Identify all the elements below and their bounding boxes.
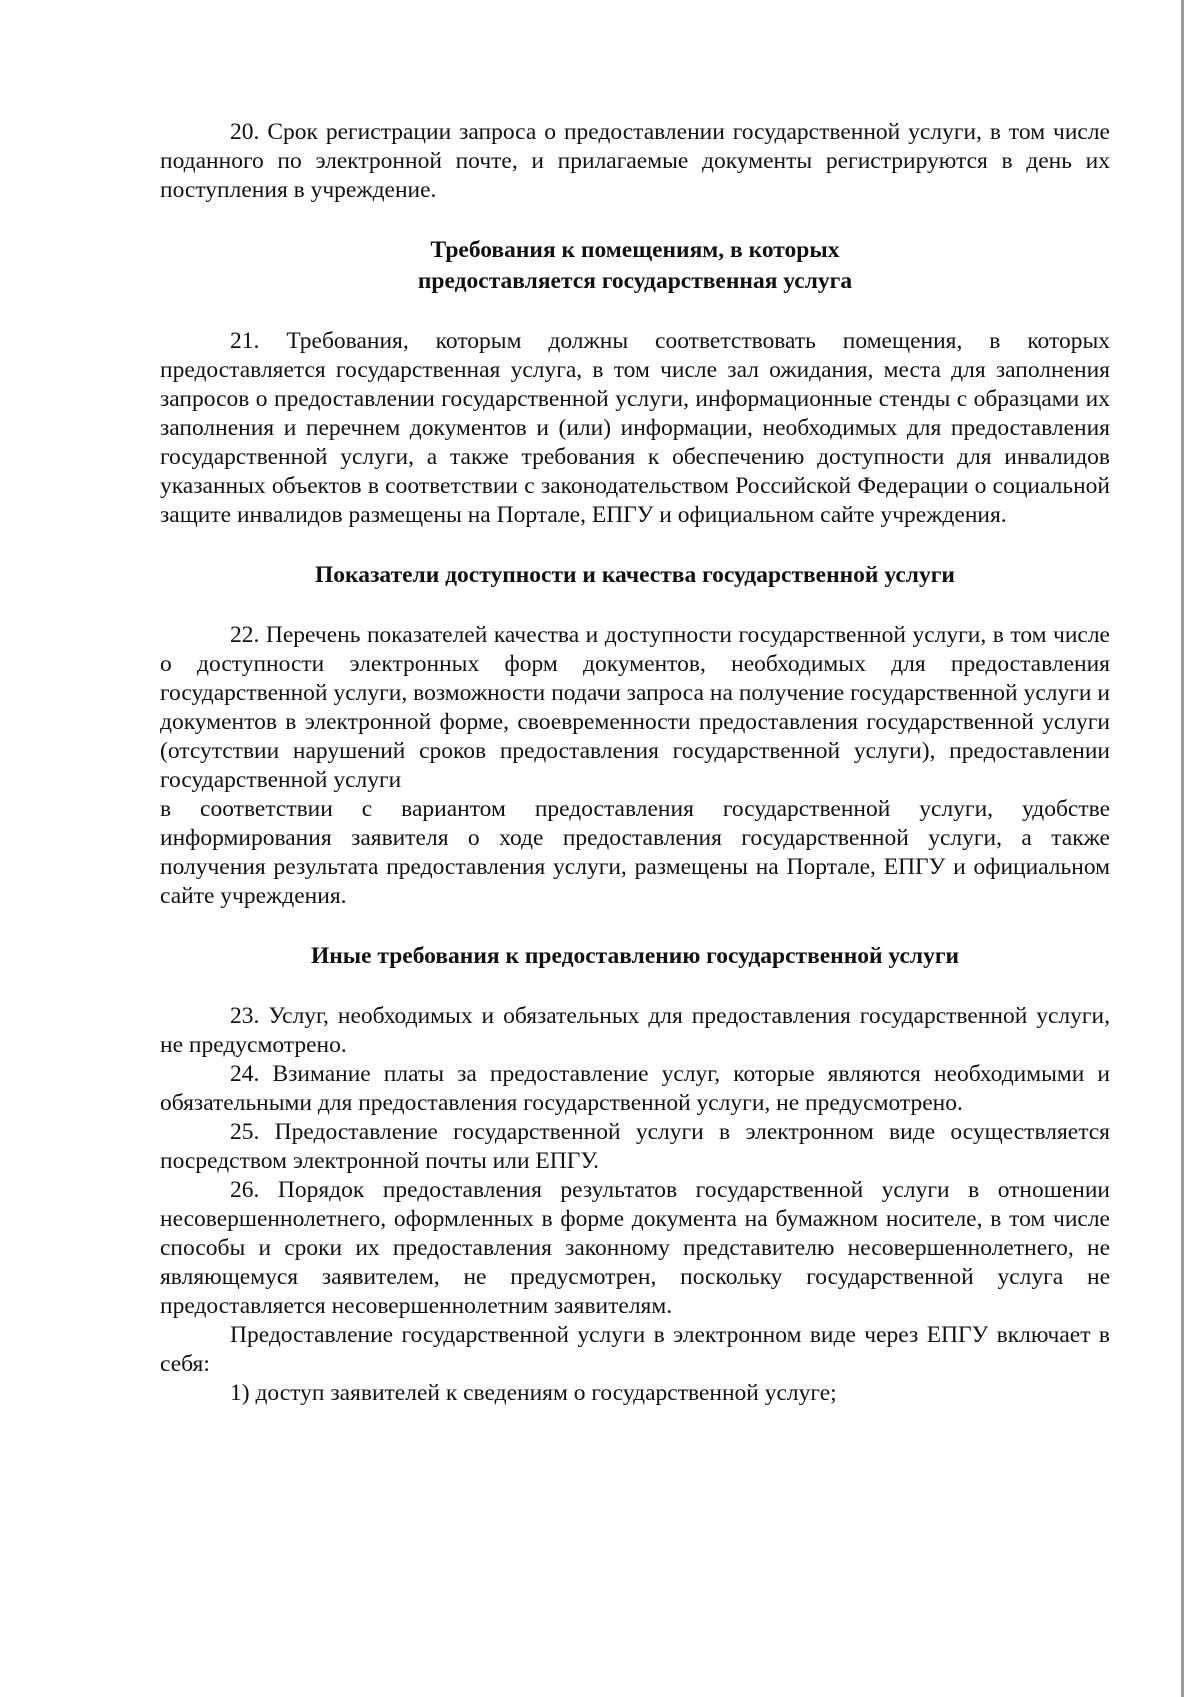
paragraph-20: 20. Срок регистрации запроса о предоставлении государственной услуги, в том числе поданного по электронной почте, и прилагаемые документы регистрируются в день их поступления в учреждение. (160, 119, 1110, 203)
heading-indicators: Показатели доступности и качества государственной услуги (315, 562, 955, 588)
heading-other-requirements: Иные требования к предоставлению государственной услуги (310, 943, 960, 969)
paragraph-23: 23. Услуг, необходимых и обязательных для предоставления государственной услуги, не предусмотрено. (160, 1003, 1110, 1058)
page-edge-line (1181, 0, 1184, 1697)
list-item-1: 1) доступ заявителей к сведениям о государственной услуге; (230, 1380, 837, 1406)
heading-premises-line-1: Требования к помещениям, в которых (430, 237, 840, 263)
paragraph-21: 21. Требования, которым должны соответствовать помещения, в которых предоставляется государственная услуга, в том числе зал ожидания, места для заполнения запросов о предоставлении государственной услуги, информационные стенды с образцами их заполнения и перечнем документов и (или) информации, необходимых для предоставления государственной услуги, а также требования к обеспечению доступности для инвалидов указанных объектов в соответствии с законодательством Российской Федерации о социальной защите инвалидов размещены на Портале, ЕПГУ и официальном сайте учреждения. (160, 328, 1110, 528)
paragraph-22-part-2: в соответствии с вариантом предоставления государственной услуги, удобстве информирования заявителя о ходе предоставления государственной услуги, а также получения результата предоставления услуги, размещены на Портале, ЕПГУ и официальном сайте учреждения. (160, 796, 1110, 909)
paragraph-25: 25. Предоставление государственной услуги в электронном виде осуществляется посредством электронной почты или ЕПГУ. (160, 1119, 1110, 1174)
heading-premises (160, 235, 1110, 297)
paragraph-24: 24. Взимание платы за предоставление услуг, которые являются необходимыми и обязательными для предоставления государственной услуги, не предусмотрено. (160, 1061, 1110, 1116)
heading-premises-line-2: предоставляется государственная услуга (417, 268, 853, 294)
document-page (160, 118, 1110, 1408)
paragraph-26: 26. Порядок предоставления результатов государственной услуги в отношении несовершеннолетнего, оформленных в форме документа на бумажном носителе, в том числе способы и сроки их предоставления законному представителю несовершеннолетнего, не являющемуся заявителем, не предусмотрен, поскольку государственной услуга не предоставляется несовершеннолетним заявителям. (160, 1177, 1110, 1319)
paragraph-epgu: Предоставление государственной услуги в электронном виде через ЕПГУ включает в себя: (160, 1322, 1110, 1377)
paragraph-22-part-1: 22. Перечень показателей качества и доступности государственной услуги, в том числе о доступности электронных форм документов, необходимых для предоставления государственной услуги, возможности подачи запроса на получение государственной услуги и документов в электронной форме, своевременности предоставления государственной услуги (отсутствии нарушений сроков предоставления государственной услуги), предоставлении государственной услуги (160, 622, 1110, 793)
